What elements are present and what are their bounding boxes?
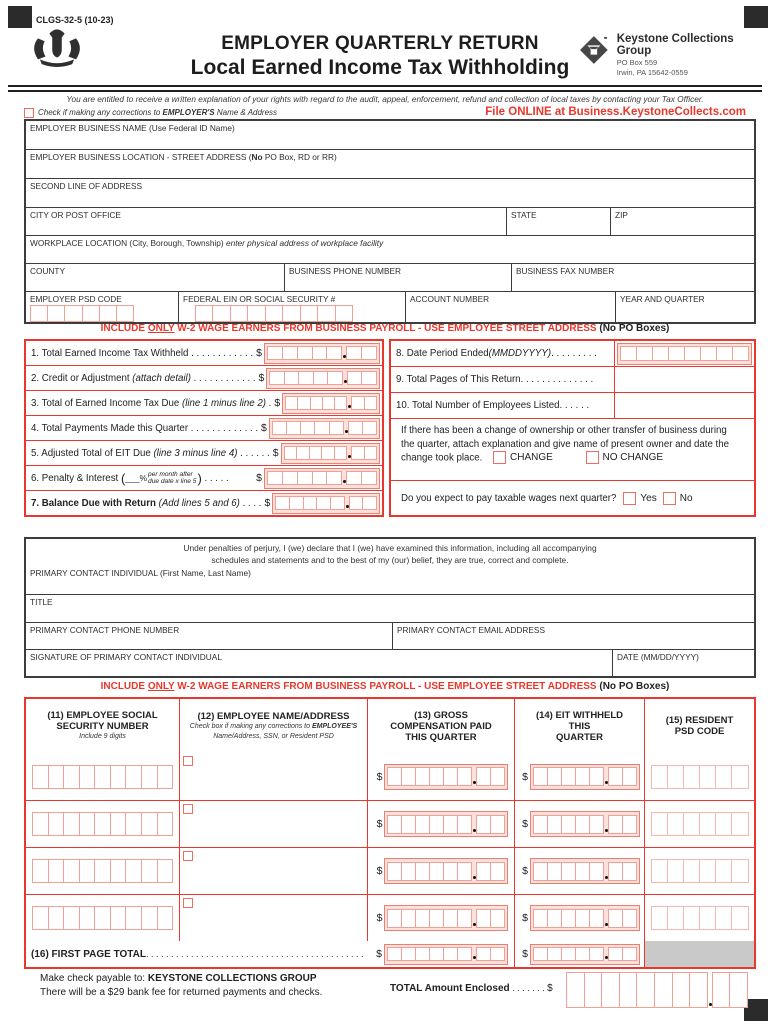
business-phone-field[interactable]: BUSINESS PHONE NUMBER: [284, 264, 511, 291]
registration-mark-top-right: [744, 6, 768, 28]
total-amount-enclosed-label: TOTAL Amount Enclosed . . . . . . . $: [390, 983, 553, 994]
col-resident-psd-header: (15) RESIDENT PSD CODE: [644, 699, 754, 753]
gross-compensation-boxes[interactable]: [384, 764, 508, 790]
employee-ssn-boxes[interactable]: [32, 765, 173, 789]
dollar-sign: $: [547, 983, 553, 994]
dollar-sign: $: [522, 912, 528, 924]
title-field[interactable]: TITLE: [30, 597, 53, 607]
employee-corrections-checkbox[interactable]: [183, 756, 193, 766]
change-checkbox[interactable]: [493, 451, 506, 464]
employee-ssn-cell: [26, 848, 179, 894]
dollar-sign: $: [256, 472, 262, 484]
line-10-row: 10. Total Number of Employees Listed . . . . . .: [391, 393, 754, 419]
dollar-sign: $: [376, 912, 383, 924]
line-2-amount-boxes[interactable]: [266, 368, 380, 389]
employee-ssn-boxes[interactable]: [32, 906, 173, 930]
dollar-sign: $: [522, 948, 528, 960]
line-1-row: 1. Total Earned Income Tax Withheld . . . . . . . . . . . . $: [26, 341, 382, 365]
employee-eit-withheld-cell: [514, 895, 644, 941]
col-ssn-header: (11) EMPLOYEE SOCIAL SECURITY NUMBER Include 9 digits: [47, 710, 158, 741]
employer-street-address-field[interactable]: EMPLOYER BUSINESS LOCATION - STREET ADDRESS (No PO Box, RD or RR): [30, 152, 337, 162]
rights-notice: You are entitled to receive a written explanation of your rights with regard to the audit, appeal, enforcement, refund and collection of local taxes by contacting your Tax Officer.: [66, 94, 704, 104]
corrections-label: Check if making any corrections to EMPLOYER'S Name & Address: [38, 108, 278, 118]
file-online-link[interactable]: File ONLINE at Business.KeystoneCollects.com: [485, 106, 746, 118]
dollar-sign: $: [264, 497, 271, 509]
col-name-address-header: (12) EMPLOYEE NAME/ADDRESS Check box if making any corrections to EMPLOYEE'S Name/Address, SSN, or Resident PSD: [179, 699, 367, 753]
include-only-banner-top: INCLUDE ONLY W-2 WAGE EARNERS FROM BUSINESS PAYROLL - USE EMPLOYEE STREET ADDRESS (No PO Boxes): [100, 323, 670, 334]
col-gross-compensation-header: (13) GROSS COMPENSATION PAID THIS QUARTER: [367, 699, 514, 753]
employee-table-header: [26, 699, 754, 753]
total-gross-compensation-cell: [367, 941, 514, 967]
primary-contact-field[interactable]: PRIMARY CONTACT INDIVIDUAL (First Name, Last Name): [30, 568, 251, 578]
contact-phone-field[interactable]: PRIMARY CONTACT PHONE NUMBER: [30, 625, 180, 635]
dollar-sign: $: [258, 372, 265, 384]
ownership-change-block: If there has been a change of ownership or other transfer of business during the quarter, attach explanation and give name of present owner and date the change took place. CHANGE NO CHANGE: [401, 425, 729, 464]
employee-gross-compensation-cell: [367, 895, 514, 941]
total-eit-boxes[interactable]: [530, 944, 640, 965]
zip-field[interactable]: ZIP: [610, 208, 754, 235]
workplace-location-field[interactable]: WORKPLACE LOCATION (City, Borough, Township) enter physical address of workplace facility: [30, 238, 384, 248]
line-7-row: 7. Balance Due with Return (Add lines 5 and 6) . . . . $: [26, 490, 382, 515]
taxable-wages-question: Do you expect to pay taxable wages next quarter? Yes No: [391, 480, 754, 515]
dollar-sign: $: [274, 397, 281, 409]
employer-psd-code-boxes[interactable]: [30, 305, 134, 322]
dollar-sign: $: [256, 347, 262, 359]
employee-eit-withheld-cell: [514, 801, 644, 847]
county-field[interactable]: COUNTY: [30, 266, 66, 276]
employee-corrections-checkbox[interactable]: [183, 851, 193, 861]
signature-date-field[interactable]: DATE (MM/DD/YYYY): [612, 650, 754, 676]
employee-corrections-checkbox[interactable]: [183, 898, 193, 908]
contact-email-field[interactable]: PRIMARY CONTACT EMAIL ADDRESS: [392, 623, 754, 649]
form-code: CLGS-32-5 (10-23): [36, 15, 114, 25]
employer-info-table: [24, 119, 756, 324]
employee-name-address-cell[interactable]: [179, 848, 367, 894]
total-gross-boxes[interactable]: [384, 944, 508, 965]
employee-ssn-cell: [26, 801, 179, 847]
line-4-amount-boxes[interactable]: [269, 418, 380, 439]
employee-row: [26, 753, 754, 800]
form-title: [150, 33, 610, 80]
line-7-amount-boxes[interactable]: [272, 493, 380, 514]
total-amount-enclosed-boxes[interactable]: [566, 972, 748, 1008]
dollar-sign: $: [376, 948, 382, 960]
employee-gross-compensation-cell: [367, 801, 514, 847]
line-6-amount-boxes[interactable]: [264, 468, 380, 489]
total-psd-shaded-cell: [644, 941, 754, 967]
employee-eit-withheld-cell: [514, 848, 644, 894]
bank-fee-line: There will be a $29 bank fee for returned payments and checks.: [40, 987, 323, 998]
period-info-section: [389, 339, 756, 517]
employer-business-name-field[interactable]: EMPLOYER BUSINESS NAME (Use Federal ID Name): [30, 123, 235, 133]
dollar-sign: $: [522, 865, 528, 877]
eit-withheld-boxes[interactable]: [530, 811, 640, 837]
keystone-logo-icon: [578, 33, 610, 67]
line-3-amount-boxes[interactable]: [282, 393, 380, 414]
dollar-sign: $: [522, 770, 528, 783]
certification-section: [24, 537, 756, 678]
dollar-sign: $: [376, 818, 383, 830]
employee-row: [26, 800, 754, 847]
federal-ein-field[interactable]: FEDERAL EIN OR SOCIAL SECURITY #: [178, 292, 405, 322]
employee-ssn-cell: [26, 895, 179, 941]
dollar-sign: $: [522, 818, 528, 830]
employee-name-address-cell[interactable]: [179, 753, 367, 800]
dollar-sign: $: [272, 447, 279, 459]
total-eit-withheld-cell: [514, 941, 644, 967]
wages-no-checkbox[interactable]: [663, 492, 676, 505]
resident-psd-boxes[interactable]: [651, 812, 749, 836]
brand-city: Irwin, PA 15642-0559: [616, 68, 688, 77]
brand-block: [578, 33, 770, 77]
line-1-amount-boxes[interactable]: [264, 343, 380, 364]
city-field[interactable]: CITY OR POST OFFICE: [30, 210, 121, 220]
include-only-banner-bottom: INCLUDE ONLY W-2 WAGE EARNERS FROM BUSINESS PAYROLL - USE EMPLOYEE STREET ADDRESS (No PO Boxes): [100, 681, 670, 692]
first-page-total-row: (16) FIRST PAGE TOTAL . . . . . . . . . . . . . . . . . . . . . . . . . . . . . . . . . . . . . . . . . . . . $ $: [26, 941, 754, 967]
employee-eit-withheld-cell: [514, 753, 644, 800]
line-3-row: 3. Total of Earned Income Tax Due (line 1 minus line 2) . $: [26, 390, 382, 415]
line-9-row: 9. Total Pages of This Return . . . . . . . . . . . . . .: [391, 367, 754, 393]
account-number-field[interactable]: ACCOUNT NUMBER: [405, 292, 615, 322]
gross-compensation-boxes[interactable]: [384, 858, 508, 884]
employee-gross-compensation-cell: [367, 753, 514, 800]
line-4-row: 4. Total Payments Made this Quarter . . . . . . . . . . . . . $: [26, 415, 382, 440]
eit-withheld-boxes[interactable]: [530, 858, 640, 884]
employee-resident-psd-cell: [644, 753, 754, 800]
brand-po-box: PO Box 559: [616, 58, 658, 67]
brand-name: Keystone Collections Group: [616, 33, 734, 57]
employee-resident-psd-cell: [644, 848, 754, 894]
federal-ein-boxes[interactable]: [195, 305, 353, 322]
state-field[interactable]: STATE: [506, 208, 610, 235]
header-double-rule: [8, 85, 762, 92]
second-line-address-field[interactable]: SECOND LINE OF ADDRESS: [30, 181, 143, 191]
employee-resident-psd-cell: [644, 895, 754, 941]
employee-row: [26, 894, 754, 941]
year-quarter-field[interactable]: YEAR AND QUARTER: [615, 292, 754, 322]
wages-yes-checkbox[interactable]: [623, 492, 636, 505]
line-2-row: 2. Credit or Adjustment (attach detail) . . . . . . . . . . . . $: [26, 365, 382, 390]
date-period-ended-boxes[interactable]: [617, 343, 752, 365]
employee-ssn-boxes[interactable]: [32, 859, 173, 883]
employee-resident-psd-cell: [644, 801, 754, 847]
line-6-row: 6. Penalty & Interest (___% per month after due date x line 5 ) . . . . . $: [26, 465, 382, 490]
employee-corrections-checkbox[interactable]: [183, 804, 193, 814]
resident-psd-boxes[interactable]: [651, 765, 749, 789]
employee-ssn-boxes[interactable]: [32, 812, 173, 836]
col-eit-withheld-header: (14) EIT WITHHELD THIS QUARTER: [514, 699, 644, 753]
eit-withheld-boxes[interactable]: [530, 905, 640, 931]
resident-psd-boxes[interactable]: [651, 859, 749, 883]
dollar-sign: $: [376, 770, 383, 783]
line-5-row: 5. Adjusted Total of EIT Due (line 3 minus line 4) . . . . . . $: [26, 440, 382, 465]
employee-name-address-cell[interactable]: [179, 801, 367, 847]
employee-name-address-cell[interactable]: [179, 895, 367, 941]
tax-summary-section: [24, 339, 384, 517]
make-check-payable-line: Make check payable to: KEYSTONE COLLECTIONS GROUP: [40, 973, 317, 984]
eit-withheld-boxes[interactable]: [530, 764, 640, 790]
business-fax-field[interactable]: BUSINESS FAX NUMBER: [511, 264, 754, 291]
resident-psd-boxes[interactable]: [651, 906, 749, 930]
employee-gross-compensation-cell: [367, 848, 514, 894]
title-line-1: EMPLOYER QUARTERLY RETURN: [221, 33, 539, 54]
registration-mark-top-left: [8, 6, 32, 28]
pennsylvania-crest-icon: [28, 27, 86, 72]
employee-ssn-cell: [26, 753, 179, 800]
signature-field[interactable]: SIGNATURE OF PRIMARY CONTACT INDIVIDUAL: [30, 652, 222, 662]
title-line-2: Local Earned Income Tax Withholding: [190, 56, 570, 79]
line-5-amount-boxes[interactable]: [281, 443, 380, 464]
dollar-sign: $: [261, 422, 267, 434]
employer-psd-code-field[interactable]: EMPLOYER PSD CODE: [26, 292, 178, 322]
line-8-row: 8. Date Period Ended (MMDDYYYY) . . . . . . . . .: [391, 341, 754, 367]
no-change-checkbox[interactable]: [586, 451, 599, 464]
employee-row: [26, 847, 754, 894]
dollar-sign: $: [376, 865, 383, 877]
corrections-row: [24, 104, 756, 118]
gross-compensation-boxes[interactable]: [384, 811, 508, 837]
employer-corrections-checkbox[interactable]: [24, 108, 34, 118]
gross-compensation-boxes[interactable]: [384, 905, 508, 931]
perjury-statement: Under penalties of perjury, I (we) declare that I (we) have examined this information, including all accompanying schedules and statements and to the best of my (our) belief, they are true, correct and complete.: [183, 543, 597, 565]
employee-table: [24, 697, 756, 969]
